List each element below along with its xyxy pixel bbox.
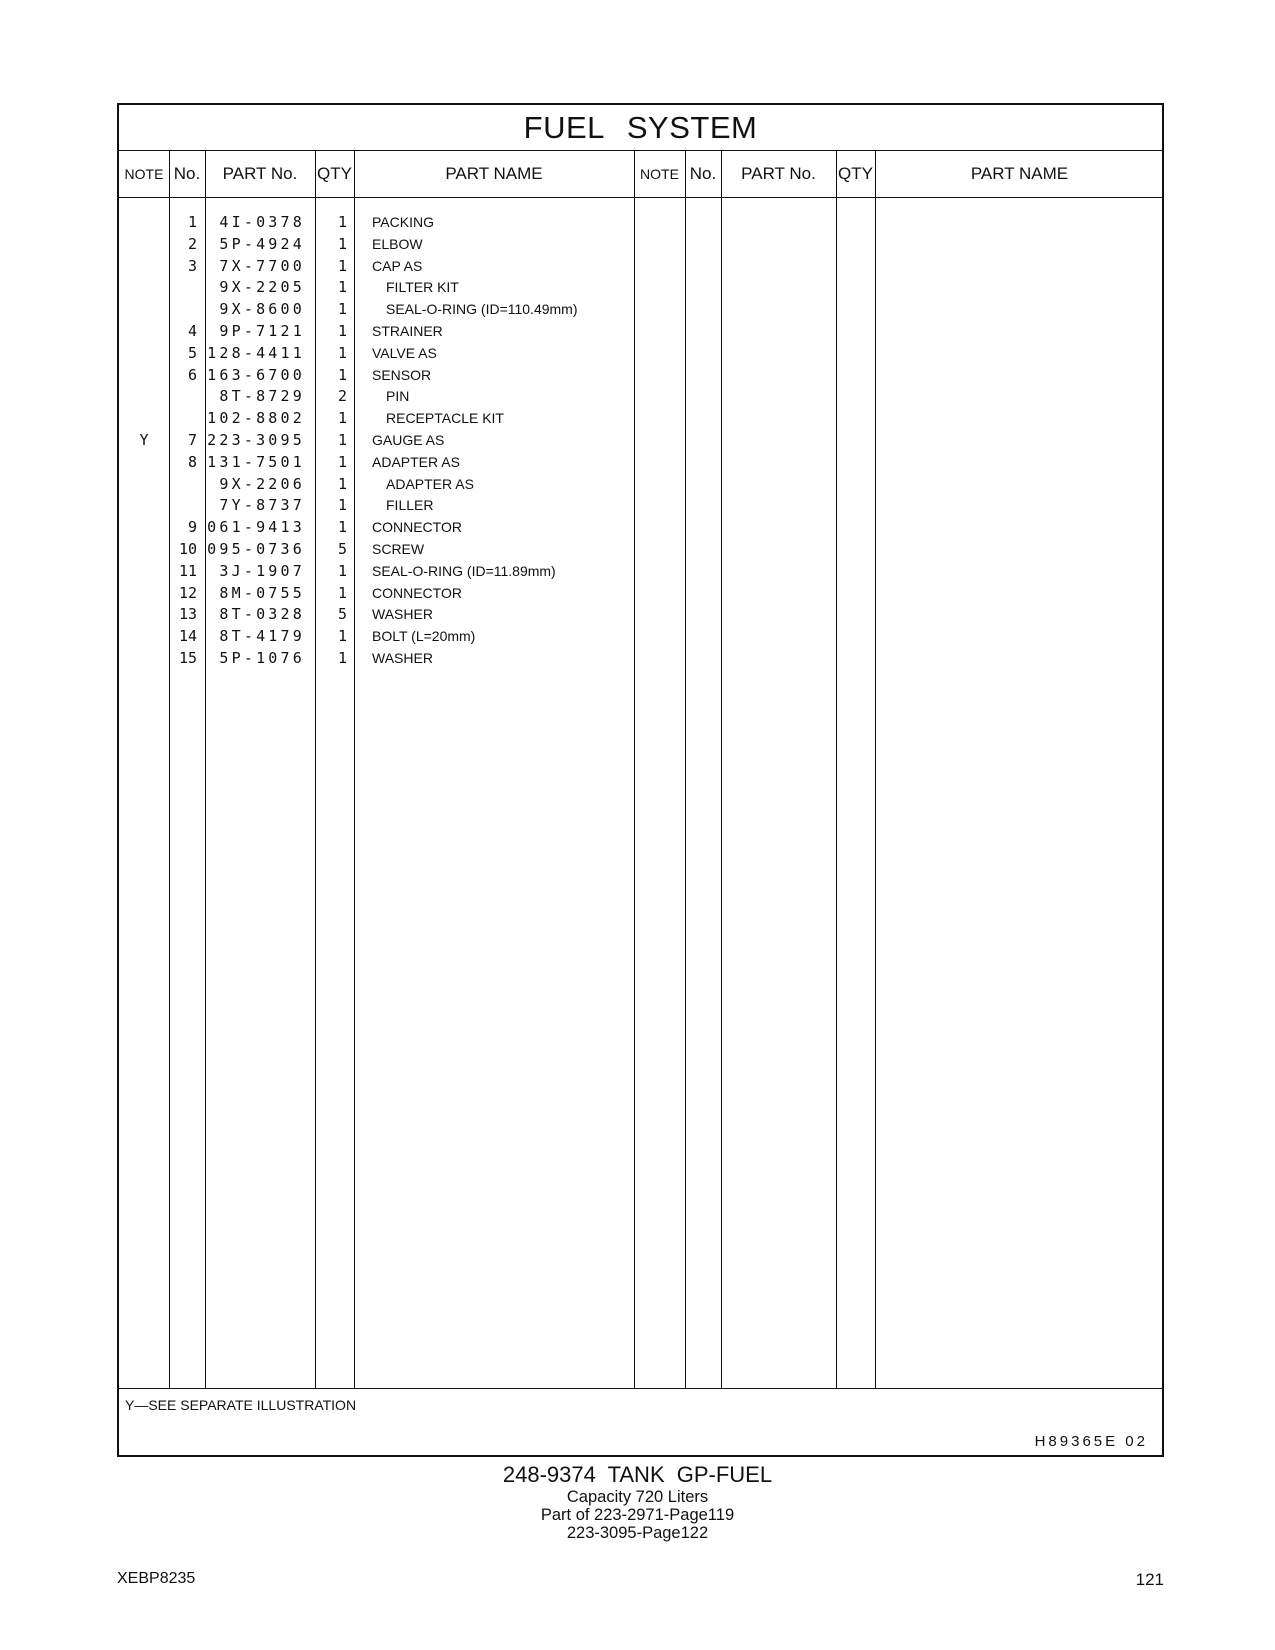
- row-quantity: 1: [337, 431, 347, 449]
- table-row: [119, 494, 1162, 516]
- row-item-number: 5: [187, 343, 197, 362]
- row-part-name: SEAL-O-RING (ID=11.89mm): [372, 562, 556, 579]
- table-row: [119, 407, 1162, 429]
- header-qty: QTY: [317, 164, 352, 183]
- table-row: [119, 603, 1162, 625]
- row-part-name: CONNECTOR: [372, 519, 462, 536]
- header-part-name: PART NAME: [445, 164, 543, 183]
- table-row: [119, 625, 1162, 647]
- row-part-number: 095-0736: [207, 540, 305, 558]
- footer-note: Y—SEE SEPARATE ILLUSTRATION: [125, 1397, 357, 1413]
- row-part-name: RECEPTACLE KIT: [386, 410, 504, 427]
- row-part-name: BOLT (L=20mm): [372, 628, 476, 645]
- caption-title: 248-9374 TANK GP-FUEL: [502, 1462, 773, 1487]
- row-quantity: 1: [337, 583, 347, 602]
- row-quantity: 1: [337, 627, 347, 646]
- table-row: [119, 320, 1162, 342]
- header-qty-right: QTY: [838, 164, 873, 183]
- row-part-number: 7Y-8737: [219, 496, 305, 515]
- row-quantity: 1: [337, 561, 347, 580]
- table-row: [119, 538, 1162, 560]
- row-quantity: 1: [337, 409, 347, 428]
- row-item-number: 7: [187, 431, 197, 449]
- row-part-name: PIN: [386, 388, 410, 405]
- row-part-number: 9X-8600: [219, 300, 305, 319]
- row-part-number: 163-6700: [207, 365, 305, 384]
- row-item-number: 11: [178, 561, 197, 580]
- table-row: [119, 233, 1162, 255]
- row-quantity: 1: [337, 365, 347, 384]
- row-part-number: 131-7501: [207, 452, 305, 471]
- row-part-name: WASHER: [372, 606, 433, 623]
- row-part-number: 102-8802: [207, 409, 305, 428]
- row-part-name: PACKING: [372, 214, 434, 230]
- row-part-name: FILLER: [386, 497, 434, 514]
- row-note: Y: [139, 431, 149, 449]
- table-row: [119, 211, 1162, 233]
- row-quantity: 1: [337, 256, 347, 275]
- row-quantity: 1: [337, 213, 347, 231]
- parts-table-frame: [117, 103, 1164, 1457]
- table-row: [119, 560, 1162, 582]
- row-part-name: GAUGE AS: [372, 432, 445, 448]
- footer-divider: [119, 1388, 1162, 1389]
- row-part-number: 9X-2206: [219, 474, 305, 493]
- row-part-number: 5P-1076: [219, 649, 305, 667]
- row-item-number: 9: [187, 518, 197, 537]
- table-row: [119, 364, 1162, 386]
- row-item-number: 6: [187, 365, 197, 384]
- row-part-number: 061-9413: [207, 518, 305, 537]
- table-row: [119, 298, 1162, 320]
- row-item-number: 15: [178, 649, 197, 667]
- table-row: [119, 473, 1162, 495]
- header-note-right: NOTE: [640, 166, 679, 182]
- table-row: [119, 276, 1162, 298]
- row-quantity: 1: [337, 322, 347, 340]
- row-quantity: 1: [337, 496, 347, 515]
- header-divider: [119, 197, 1162, 198]
- row-quantity: 1: [337, 300, 347, 319]
- header-note: NOTE: [124, 166, 164, 182]
- table-row: [119, 342, 1162, 364]
- row-part-number: 223-3095: [207, 431, 305, 449]
- caption-line: Capacity 720 Liters: [566, 1488, 709, 1506]
- row-part-name: SEAL-O-RING (ID=110.49mm): [386, 301, 578, 318]
- row-quantity: 1: [337, 343, 347, 362]
- row-part-name: ADAPTER AS: [386, 475, 474, 492]
- header-part-name-right: PART NAME: [970, 164, 1069, 183]
- table-row: [119, 429, 1162, 451]
- row-part-number: 8T-4179: [219, 627, 305, 646]
- row-part-number: 9P-7121: [219, 322, 305, 340]
- row-part-name: ELBOW: [372, 235, 423, 252]
- row-part-name: SCREW: [372, 541, 425, 557]
- table-row: [119, 516, 1162, 538]
- row-part-name: VALVE AS: [372, 344, 437, 361]
- row-quantity: 1: [337, 474, 347, 493]
- row-item-number: 14: [178, 627, 197, 646]
- row-part-number: 7X-7700: [219, 256, 305, 275]
- row-quantity: 1: [337, 518, 347, 537]
- table-row: [119, 385, 1162, 407]
- row-quantity: 1: [337, 278, 347, 297]
- row-quantity: 2: [337, 387, 347, 406]
- row-part-number: 8T-8729: [219, 387, 305, 406]
- row-part-number: 9X-2205: [219, 278, 305, 297]
- header-no: No.: [173, 164, 201, 183]
- section-title: FUEL SYSTEM: [119, 105, 1162, 151]
- caption-line: Part of 223-2971-Page119: [540, 1506, 735, 1524]
- row-part-name: STRAINER: [372, 323, 443, 339]
- header-part-no: PART No.: [222, 164, 298, 183]
- row-item-number: 4: [187, 322, 197, 340]
- footer-code: H89365E 02: [1034, 1433, 1148, 1450]
- row-part-name: CAP AS: [372, 257, 423, 274]
- header-part-no-right: PART No.: [741, 164, 816, 183]
- row-item-number: 10: [178, 540, 197, 558]
- row-item-number: 1: [187, 213, 197, 231]
- row-part-name: WASHER: [372, 650, 433, 666]
- row-item-number: 13: [178, 605, 197, 624]
- header-no-right: No.: [689, 164, 717, 183]
- row-quantity: 5: [337, 540, 347, 558]
- table-row: [119, 582, 1162, 604]
- row-part-name: FILTER KIT: [386, 279, 459, 296]
- document-id: XEBP8235: [117, 1570, 196, 1587]
- row-part-number: 8M-0755: [219, 583, 305, 602]
- row-part-name: ADAPTER AS: [372, 453, 460, 470]
- row-item-number: 3: [187, 256, 197, 275]
- row-quantity: 1: [337, 649, 347, 667]
- row-quantity: 1: [337, 234, 347, 253]
- row-part-number: 5P-4924: [219, 234, 305, 253]
- row-part-number: 128-4411: [207, 343, 305, 362]
- row-part-number: 4I-0378: [219, 213, 305, 231]
- row-quantity: 5: [337, 605, 347, 624]
- row-quantity: 1: [337, 452, 347, 471]
- row-part-name: SENSOR: [372, 366, 432, 383]
- row-part-name: CONNECTOR: [372, 584, 462, 601]
- caption-line: 223-3095-Page122: [566, 1524, 709, 1542]
- table-row: [119, 255, 1162, 277]
- row-part-number: 3J-1907: [219, 561, 305, 580]
- row-item-number: 8: [187, 452, 197, 471]
- row-part-number: 8T-0328: [219, 605, 305, 624]
- table-row: [119, 451, 1162, 473]
- row-item-number: 12: [178, 583, 197, 602]
- page-number: 121: [1135, 1570, 1164, 1589]
- row-item-number: 2: [187, 234, 197, 253]
- table-row: [119, 647, 1162, 669]
